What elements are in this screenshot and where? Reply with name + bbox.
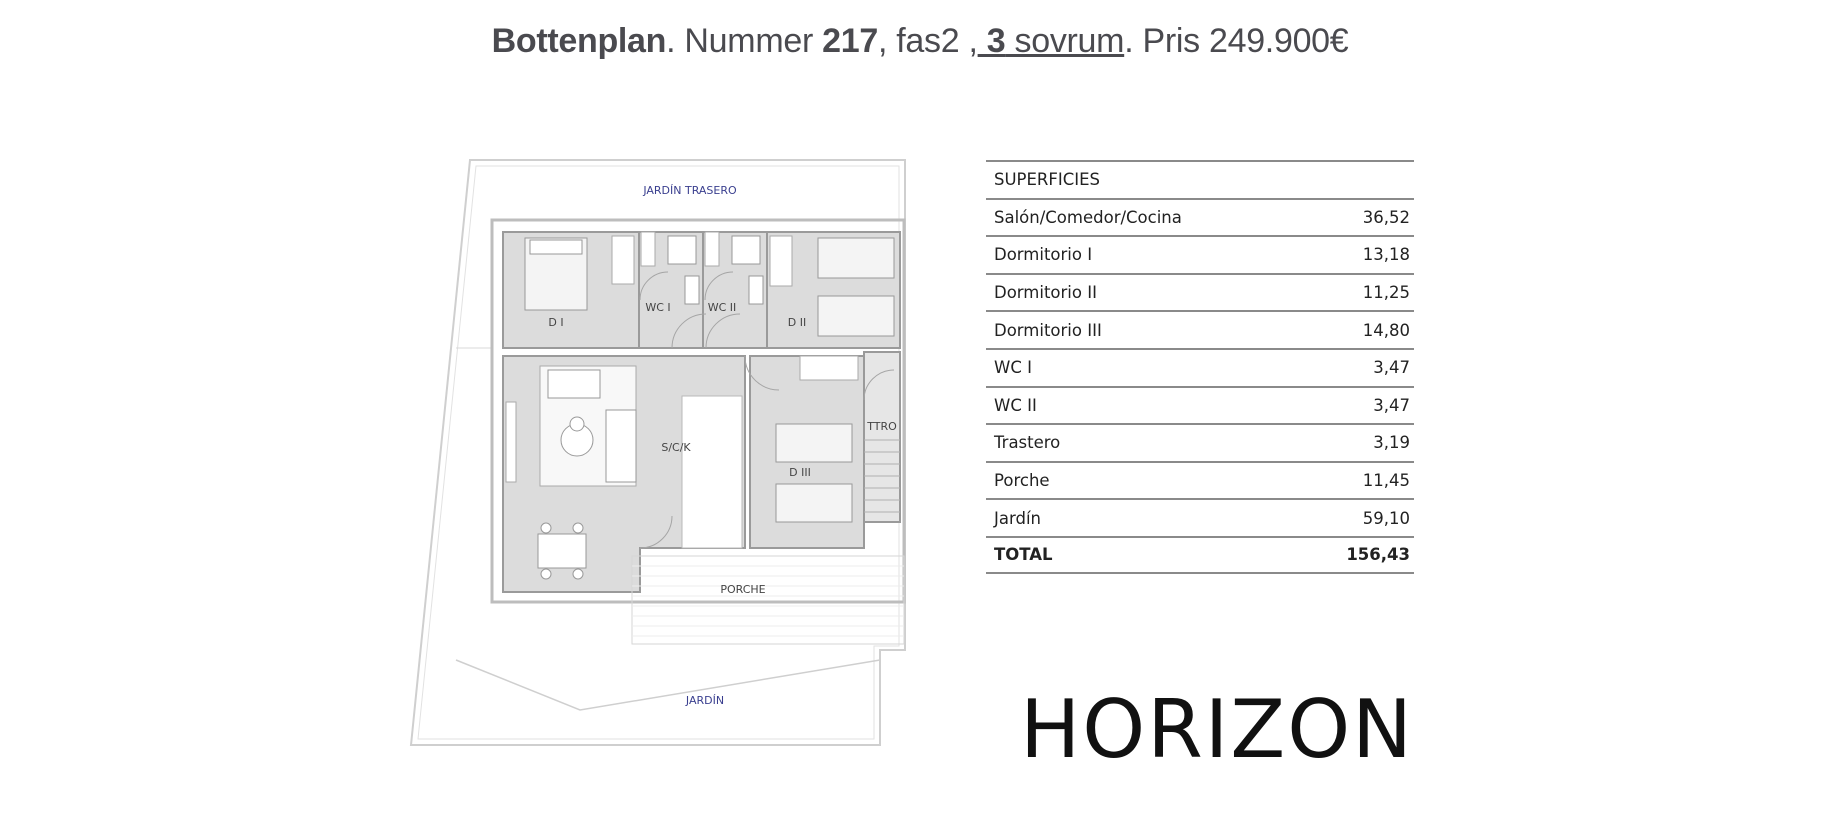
floor-plan	[400, 150, 920, 760]
label-garden: JARDÍN	[685, 694, 725, 707]
row-label: WC I	[994, 358, 1032, 378]
heading-plan-type: Bottenplan	[491, 22, 667, 60]
heading-bedrooms-link[interactable]	[978, 22, 1125, 60]
row-label: Dormitorio III	[994, 320, 1102, 340]
total-value: 156,43	[1346, 545, 1410, 565]
row-label: Salón/Comedor/Cocina	[994, 207, 1182, 227]
table-row	[986, 461, 1414, 499]
table-row	[986, 348, 1414, 386]
table-row	[986, 273, 1414, 311]
heading-bedrooms-label: sovrum	[1005, 22, 1125, 60]
row-label: Trastero	[994, 433, 1061, 453]
heading-number-label: . Nummer	[666, 22, 823, 60]
table-total-row	[986, 536, 1414, 574]
row-value: 11,25	[1362, 283, 1410, 303]
label-wc2: WC II	[707, 301, 737, 314]
table-row	[986, 498, 1414, 536]
table-row	[986, 198, 1414, 236]
table-row	[986, 386, 1414, 424]
row-label: Jardín	[994, 508, 1041, 528]
row-value: 3,47	[1373, 395, 1410, 415]
row-label: Porche	[994, 471, 1050, 491]
row-label: Dormitorio I	[994, 245, 1093, 265]
row-value: 59,10	[1362, 508, 1410, 528]
brand-logo: HORIZON	[1020, 683, 1414, 776]
label-ttro: TTRO	[867, 420, 897, 433]
row-label: Dormitorio II	[994, 283, 1097, 303]
total-label: TOTAL	[994, 545, 1053, 565]
label-scc: S/C/K	[661, 441, 691, 454]
porch-area	[632, 556, 904, 644]
heading-price: . Pris 249.900€	[1124, 22, 1349, 60]
label-d1: D I	[548, 316, 564, 329]
table-header: SUPERFICIES	[994, 170, 1101, 190]
row-value: 3,47	[1373, 358, 1410, 378]
heading-bedrooms-count: 3	[977, 22, 1006, 60]
label-d3: D III	[789, 466, 811, 479]
row-label: WC II	[994, 395, 1037, 415]
label-porch: PORCHE	[720, 583, 766, 596]
table-row	[986, 310, 1414, 348]
heading-phase: , fas2 ,	[877, 22, 978, 60]
table-header-row	[986, 160, 1414, 198]
row-value: 13,18	[1362, 245, 1410, 265]
surfaces-table	[986, 160, 1414, 574]
heading-number: 217	[822, 22, 878, 60]
label-wc1: WC I	[645, 301, 671, 314]
table-row	[986, 423, 1414, 461]
row-value: 11,45	[1362, 471, 1410, 491]
row-value: 14,80	[1362, 320, 1410, 340]
label-back-garden: JARDÍN TRASERO	[643, 184, 737, 197]
table-row	[986, 235, 1414, 273]
row-value: 36,52	[1362, 207, 1410, 227]
page-heading	[0, 22, 1840, 61]
label-d2: D II	[787, 316, 807, 329]
row-value: 3,19	[1373, 433, 1410, 453]
room-storage	[864, 352, 900, 522]
